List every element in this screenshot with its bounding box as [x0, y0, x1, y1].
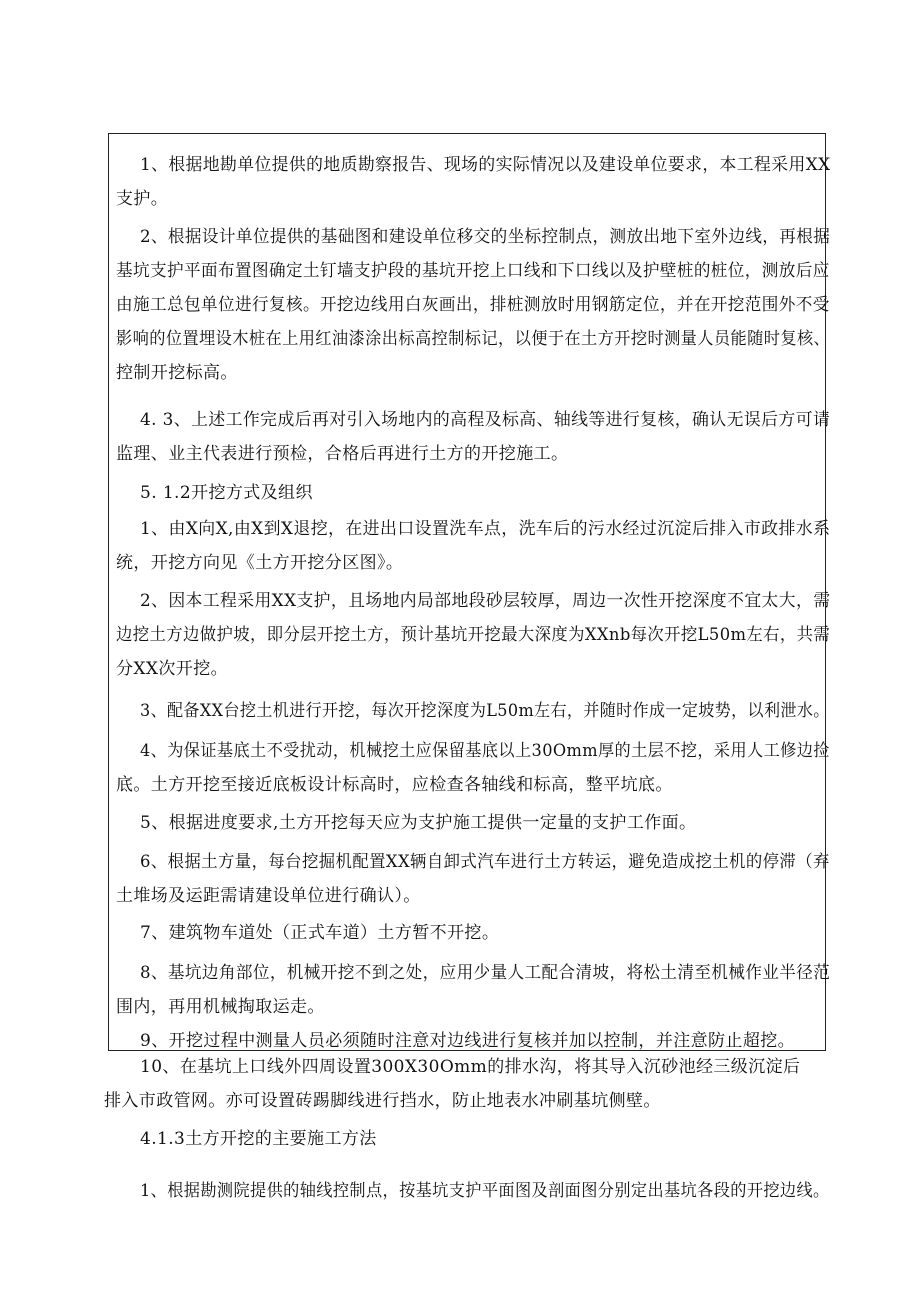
paragraph-2-line-3: 由施工总包单位进行复核。开挖边线用白灰画出，排桩测放时用钢筋定位，并在开挖范围外不受 [116, 295, 830, 315]
item-9-line-1: 9、开挖过程中测量人员必须随时注意对边线进行复核并加以控制，并注意防止超挖。 [140, 1031, 796, 1051]
item-7-line-1: 7、建筑物车道处（正式车道）土方暂不开挖。 [140, 923, 500, 943]
paragraph-2-line-1: 2、根据设计单位提供的基础图和建设单位移交的坐标控制点，测放出地下室外边线，再根据 [140, 227, 831, 247]
item-8-line-1: 8、基坑边角部位，机械开挖不到之处，应用少量人工配合清坡，将松土清至机械作业半径范 [140, 963, 831, 983]
item-8-line-2: 围内，再用机械掏取运走。 [116, 997, 325, 1017]
item-6-line-1: 6、根据土方量，每台挖掘机配置XX辆自卸式汽车进行土方转运，避免造成挖土机的停滞（弃 [140, 852, 830, 872]
paragraph-2-line-2: 基坑支护平面布置图确定土钉墙支护段的基坑开挖上口线和下口线以及护壁桩的桩位，测放后应 [116, 261, 830, 281]
item-2-line-1: 2、因本工程采用XX支护，且场地内局部地段砂层较厚，周边一次性开挖深度不宜太大，需 [140, 591, 831, 611]
item-1-line-1: 1、由X向X,由X到X退挖，在进出口设置洗车点，洗车后的污水经过沉淀后排入市政排水系 [140, 519, 831, 539]
paragraph-2-line-5: 控制开挖标高。 [116, 363, 238, 383]
item-4-line-1: 4、为保证基底土不受扰动，机械挖土应保留基底以上30Omm厚的土层不挖，采用人工修边捡 [140, 741, 830, 761]
paragraph-2-line-4: 影响的位置埋设木桩在上用红油漆涂出标高控制标记，以便于在土方开挖时测量人员能随时复核、 [116, 329, 831, 349]
paragraph-3-line-1: 4. 3、上述工作完成后再对引入场地内的高程及标高、轴线等进行复核，确认无误后方可请 [140, 410, 831, 430]
method-item-1-line-1: 1、根据勘测院提供的轴线控制点，按基坑支护平面图及剖面图分别定出基坑各段的开挖边线。 [140, 1181, 830, 1201]
item-4-line-2: 底。土方开挖至接近底板设计标高时，应检查各轴线和标高，整平坑底。 [116, 775, 673, 795]
section-heading-1-2: 5. 1.2开挖方式及组织 [140, 483, 313, 503]
item-2-line-3: 分XX次开挖。 [116, 659, 229, 679]
paragraph-1-line-1: 1、根据地勘单位提供的地质勘察报告、现场的实际情况以及建设单位要求，本工程采用XX [140, 155, 831, 175]
item-3-line-1: 3、配备XX台挖土机进行开挖，每次开挖深度为L50m左右，并随时作成一定坡势，以利泄水。 [140, 701, 830, 721]
paragraph-3-line-2: 监理、业主代表进行预检，合格后再进行土方的开挖施工。 [116, 444, 569, 464]
section-heading-4-1-3: 4.1.3土方开挖的主要施工方法 [140, 1129, 377, 1149]
item-2-line-2: 边挖土方边做护坡，即分层开挖土方，预计基坑开挖最大深度为XXnb每次开挖L50m左右，共需 [116, 625, 831, 645]
item-10-line-1: 10、在基坑上口线外四周设置300X30Omm的排水沟，将其导入沉砂池经三级沉淀后 [140, 1057, 801, 1077]
paragraph-1-line-2: 支护。 [116, 189, 169, 209]
item-5-line-1: 5、根据进度要求,土方开挖每天应为支护施工提供一定量的支护工作面。 [140, 813, 697, 833]
item-10-line-2: 排入市政管网。亦可设置砖踢脚线进行挡水，防止地表水冲刷基坑侧壁。 [104, 1091, 661, 1111]
item-6-line-2: 土堆场及运距需请建设单位进行确认）。 [116, 886, 421, 906]
item-1-line-2: 统，开挖方向见《土方开挖分区图》。 [116, 553, 404, 573]
